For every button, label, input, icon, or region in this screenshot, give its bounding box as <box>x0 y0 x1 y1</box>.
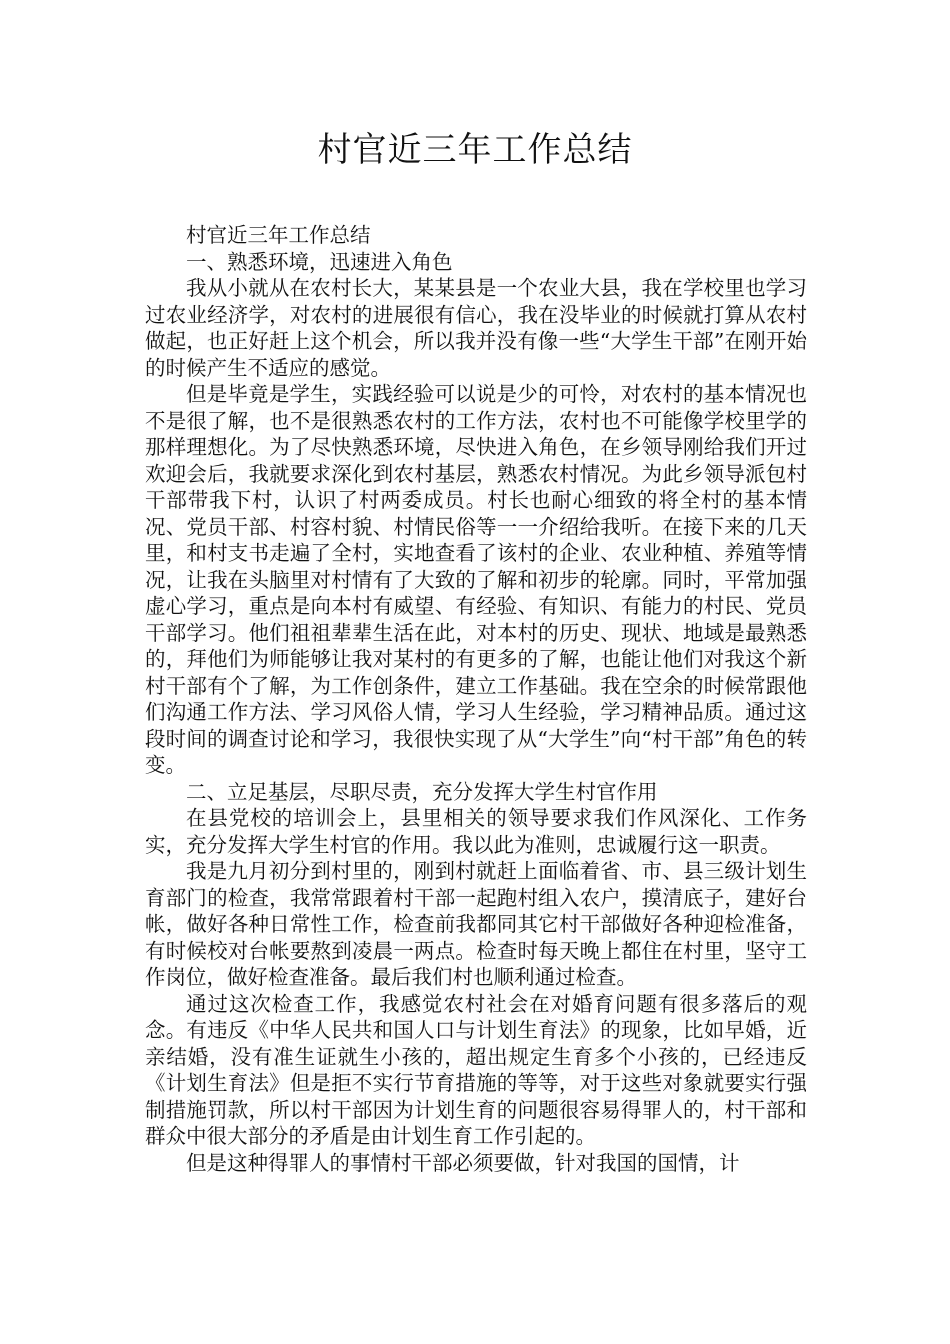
document-body <box>145 222 807 1176</box>
paragraph: 我是九月初分到村里的，刚到村就赶上面临着省、市、县三级计划生育部门的检查，我常常跟着村干部一起跑村组入农户，摸清底子，建好台帐，做好各种日常性工作，检查前我都同其它村干部做好各种迎检准备，有时候校对台帐要熬到凌晨一两点。检查时每天晚上都住在村里，坚守工作岗位，做好检查准备。最后我们村也顺利通过检查。 <box>145 859 807 989</box>
section-heading-2: 二、立足基层，尽职尽责，充分发挥大学生村官作用 <box>186 779 658 804</box>
paragraph: 在县党校的培训会上，县里相关的领导要求我们作风深化、工作务实，充分发挥大学生村官的作用。我以此为准则，忠诚履行这一职责。 <box>145 806 807 857</box>
paragraph: 我从小就从在农村长大，某某县是一个农业大县，我在学校里也学习过农业经济学，对农村的进展很有信心，我在没毕业的时候就打算从农村做起，也正好赶上这个机会，所以我并没有像一些“大学生干部”在刚开始的时候产生不适应的感觉。 <box>145 276 807 380</box>
section-heading-1: 一、熟悉环境，迅速进入角色 <box>186 249 453 274</box>
document-title: 村官近三年工作总结 <box>317 130 633 170</box>
paragraph: 通过这次检查工作，我感觉农村社会在对婚育问题有很多落后的观念。有违反《中华人民共和国人口与计划生育法》的现象，比如早婚，近亲结婚，没有准生证就生小孩的，超出规定生育多个小孩的，已经违反《计划生育法》但是拒不实行节育措施的等等，对于这些对象就要实行强制措施罚款，所以村干部因为计划生育的问题很容易得罪人的，村干部和群众中很大部分的矛盾是由计划生育工作引起的。 <box>145 991 807 1148</box>
subtitle-line: 村官近三年工作总结 <box>186 223 371 247</box>
paragraph: 但是毕竟是学生，实践经验可以说是少的可怜，对农村的基本情况也不是很了解，也不是很熟悉农村的工作方法，农村也不可能像学校里学的那样理想化。为了尽快熟悉环境，尽快进入角色，在乡领导刚给我们开过欢迎会后，我就要求深化到农村基层，熟悉农村情况。为此乡领导派包村干部带我下村，认识了村两委成员。村长也耐心细致的将全村的基本情况、党员干部、村容村貌、村情民俗等一一介绍给我听。在接下来的几天里，和村支书走遍了全村，实地查看了该村的企业、农业种植、养殖等情况，让我在头脑里对村情有了大致的了解和初步的轮廓。同时，平常加强虚心学习，重点是向本村有威望、有经验、有知识、有能力的村民、党员干部学习。他们祖祖辈辈生活在此，对本村的历史、现状、地域是最熟悉的，拜他们为师能够让我对某村的有更多的了解，也能让他们对我这个新村干部有个了解，为工作创条件，建立工作基础。我在空余的时候常跟他们沟通工作方法、学习风俗人情，学习人生经验，学习精神品质。通过这段时间的调查讨论和学习，我很快实现了从“大学生”向“村干部”角色的转变。 <box>145 382 807 777</box>
paragraph: 但是这种得罪人的事情村干部必须要做，针对我国的国情，计 <box>186 1150 740 1175</box>
